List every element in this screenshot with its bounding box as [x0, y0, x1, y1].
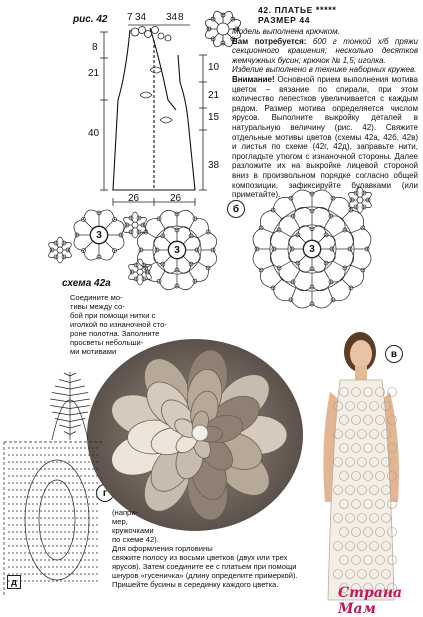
- attention-text: Основной прием выполнения мотива цветок – вязание по спирали, при этом количество лепестков увеличивается с каждым рядом. Размер мотива определяется числом ярусов. Выполните выкройку деталей в натуральную величину (рис. 42). Свяжите отдельные мотивы цветов (схемы 42а, 42б, 42в) и листья по схеме (42г, 42д), заправьте нити, прогладьте утюгом с изнаночной стороны. Далее разложите их на выкройке лицевой стороной вниз в произвольном порядке согласно общей композиции, зафиксируйте булавками (или приметайте).: [232, 74, 418, 200]
- label-b: б: [227, 200, 245, 218]
- scheme-42a-label: схема 42а: [62, 278, 111, 289]
- bottom-note: [112, 508, 302, 544]
- need-text: 600 г тонкой х/б пряжи секционного крашения; несколько десятков жемчужных бусин; крючок № 1,5; иголка.: [232, 36, 419, 65]
- article-line1: Модель выполнена крючком.: [232, 27, 340, 36]
- bottom-note-line: шнуров «гусеничка» (длину определите примеркой).: [112, 571, 298, 580]
- label-d: д: [7, 575, 21, 589]
- article-technique: Изделие выполнено в технике наборных кружев.: [232, 65, 417, 75]
- bottom-note-line: ярусов). Затем соедините ее с платьем при помощи: [112, 562, 297, 571]
- label-g: г: [96, 484, 114, 502]
- label-v: в: [385, 345, 403, 363]
- bottom-note-line: кружочками: [112, 526, 154, 535]
- dim-left-3: 40: [88, 128, 100, 139]
- bottom-note-line: мер,: [112, 517, 128, 526]
- join-note-line: роне полотна. Заполните: [70, 329, 160, 338]
- scheme-center-label: 3: [90, 226, 108, 244]
- join-note-line: ми мотивами: [70, 347, 117, 356]
- dim-left-2: 21: [88, 68, 100, 79]
- scheme-center-label-2: 3: [168, 241, 186, 259]
- bottom-note-line: Для оформления горловины: [112, 544, 213, 553]
- bottom-note-line: по схеме 42).: [112, 535, 159, 544]
- leaf-scheme-d: [2, 440, 107, 600]
- watermark-logo: Страна Мам: [338, 585, 403, 617]
- dim-top-3: 34: [166, 12, 178, 23]
- dim-bottom-1: 26: [128, 193, 140, 204]
- bottom-note-line: Пришейте бусины в серединку каждого цветка.: [112, 580, 279, 589]
- join-note-line: бой при помощи нитки с: [70, 311, 156, 320]
- dim-top-2: 34: [135, 12, 147, 23]
- dim-right-2: 21: [208, 90, 220, 101]
- join-note-line: иголкой по изнаночной сто-: [70, 320, 167, 329]
- attention-label: Внимание!: [232, 74, 275, 84]
- need-label: Вам потребуется:: [232, 36, 307, 46]
- join-note-line: просветы небольши-: [70, 338, 144, 347]
- dim-bottom-2: 26: [170, 193, 182, 204]
- article-number-title: 42. ПЛАТЬЕ: [258, 5, 313, 15]
- join-note-line: тивы между со-: [70, 302, 125, 311]
- join-note-line: Соедините мо-: [70, 293, 123, 302]
- bottom-note-line: (напри-: [112, 508, 139, 517]
- dim-top-4: 8: [178, 12, 184, 23]
- figure-42-label: рис. 42: [73, 14, 108, 25]
- bottom-note-2: [112, 544, 312, 589]
- article-size: РАЗМЕР 44: [258, 15, 311, 25]
- scheme-center-label-3: 3: [303, 240, 321, 258]
- dim-right-3: 15: [208, 112, 220, 123]
- dim-top-1: 7: [127, 12, 133, 23]
- dim-right-1: 10: [208, 62, 220, 73]
- difficulty-stars: *****: [315, 5, 337, 15]
- dim-left-1: 8: [92, 42, 98, 53]
- bottom-note-line: свяжите полосу из восьми цветков (двух или трех: [112, 553, 288, 562]
- dim-right-4: 38: [208, 160, 220, 171]
